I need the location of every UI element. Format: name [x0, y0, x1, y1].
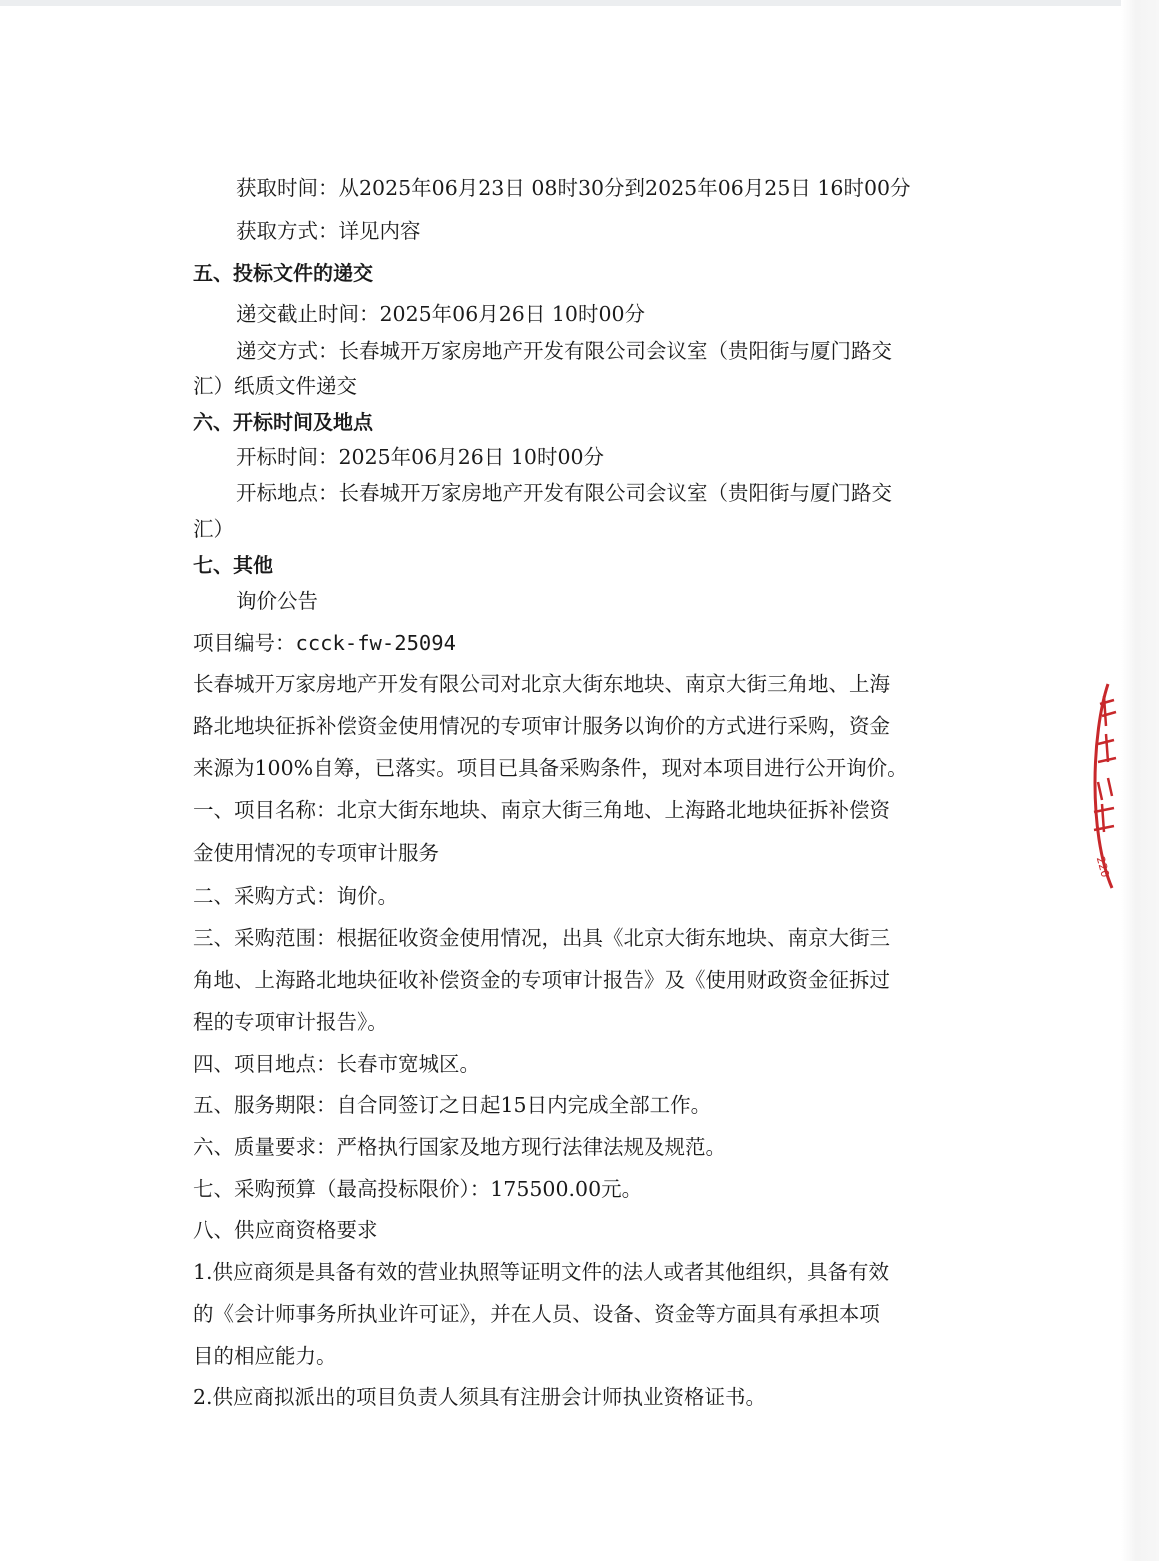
item-3-line-2: 角地、上海路北地块征收补偿资金的专项审计报告》及《使用财政资金征拆过 [193, 968, 890, 992]
item-8: 八、供应商资格要求 [193, 1218, 378, 1242]
item-1-line-2: 金使用情况的专项审计服务 [193, 841, 439, 865]
intro-line-3: 来源为100%自筹，已落实。项目已具备采购条件，现对本项目进行公开询价。 [193, 756, 908, 780]
notice-title: 询价公告 [236, 589, 318, 613]
seal-stroke-2 [1098, 734, 1116, 762]
section-7-heading: 七、其他 [193, 553, 273, 577]
submit-method-line-1: 递交方式：长春城开万家房地产开发有限公司会议室（贵阳街与厦门路交 [236, 339, 892, 363]
intro-line-1: 长春城开万家房地产开发有限公司对北京大街东地块、南京大街三角地、上海 [193, 672, 890, 696]
item-4: 四、项目地点：长春市宽城区。 [193, 1052, 480, 1076]
requirement-2: 2.供应商拟派出的项目负责人须具有注册会计师执业资格证书。 [193, 1385, 767, 1409]
open-place-line-1: 开标地点：长春城开万家房地产开发有限公司会议室（贵阳街与厦门路交 [236, 481, 892, 505]
obtain-time: 获取时间：从2025年06月23日 08时30分到2025年06月25日 16时00分 [236, 176, 911, 200]
project-number-value: ccck-fw-25094 [295, 631, 456, 655]
section-5-heading: 五、投标文件的递交 [193, 261, 373, 285]
item-1-line-1: 一、项目名称：北京大街东地块、南京大街三角地、上海路北地块征拆补偿资 [193, 798, 890, 822]
open-place-line-2: 汇） [193, 517, 234, 541]
project-number [193, 629, 456, 657]
requirement-1-line-1: 1.供应商须是具备有效的营业执照等证明文件的法人或者其他组织，具备有效 [193, 1260, 890, 1284]
item-3-line-3: 程的专项审计报告》。 [193, 1010, 388, 1034]
submit-method-line-2: 汇）纸质文件递交 [193, 374, 357, 398]
item-6: 六、质量要求：严格执行国家及地方现行法律法规及规范。 [193, 1135, 726, 1159]
item-3-line-1: 三、采购范围：根据征收资金使用情况，出具《北京大街东地块、南京大街三 [193, 926, 890, 950]
company-seal-stamp [1068, 682, 1128, 892]
submit-deadline: 递交截止时间：2025年06月26日 10时00分 [236, 302, 646, 326]
open-time: 开标时间：2025年06月26日 10时00分 [236, 445, 605, 469]
requirement-1-line-3: 目的相应能力。 [193, 1344, 337, 1368]
seal-stroke-3 [1098, 778, 1112, 800]
item-5: 五、服务期限：自合同签订之日起15日内完成全部工作。 [193, 1093, 712, 1117]
item-7: 七、采购预算（最高投标限价）：175500.00元。 [193, 1177, 643, 1201]
item-2: 二、采购方式：询价。 [193, 884, 398, 908]
page-top-edge [0, 0, 1159, 6]
obtain-method: 获取方式：详见内容 [236, 219, 421, 243]
intro-line-2: 路北地块征拆补偿资金使用情况的专项审计服务以询价的方式进行采购，资金 [193, 714, 890, 738]
section-6-heading: 六、开标时间及地点 [193, 410, 373, 434]
seal-number: 220 [1093, 855, 1112, 879]
requirement-1-line-2: 的《会计师事务所执业许可证》，并在人员、设备、资金等方面具有承担本项 [193, 1302, 880, 1326]
project-number-label: 项目编号： [193, 631, 296, 655]
